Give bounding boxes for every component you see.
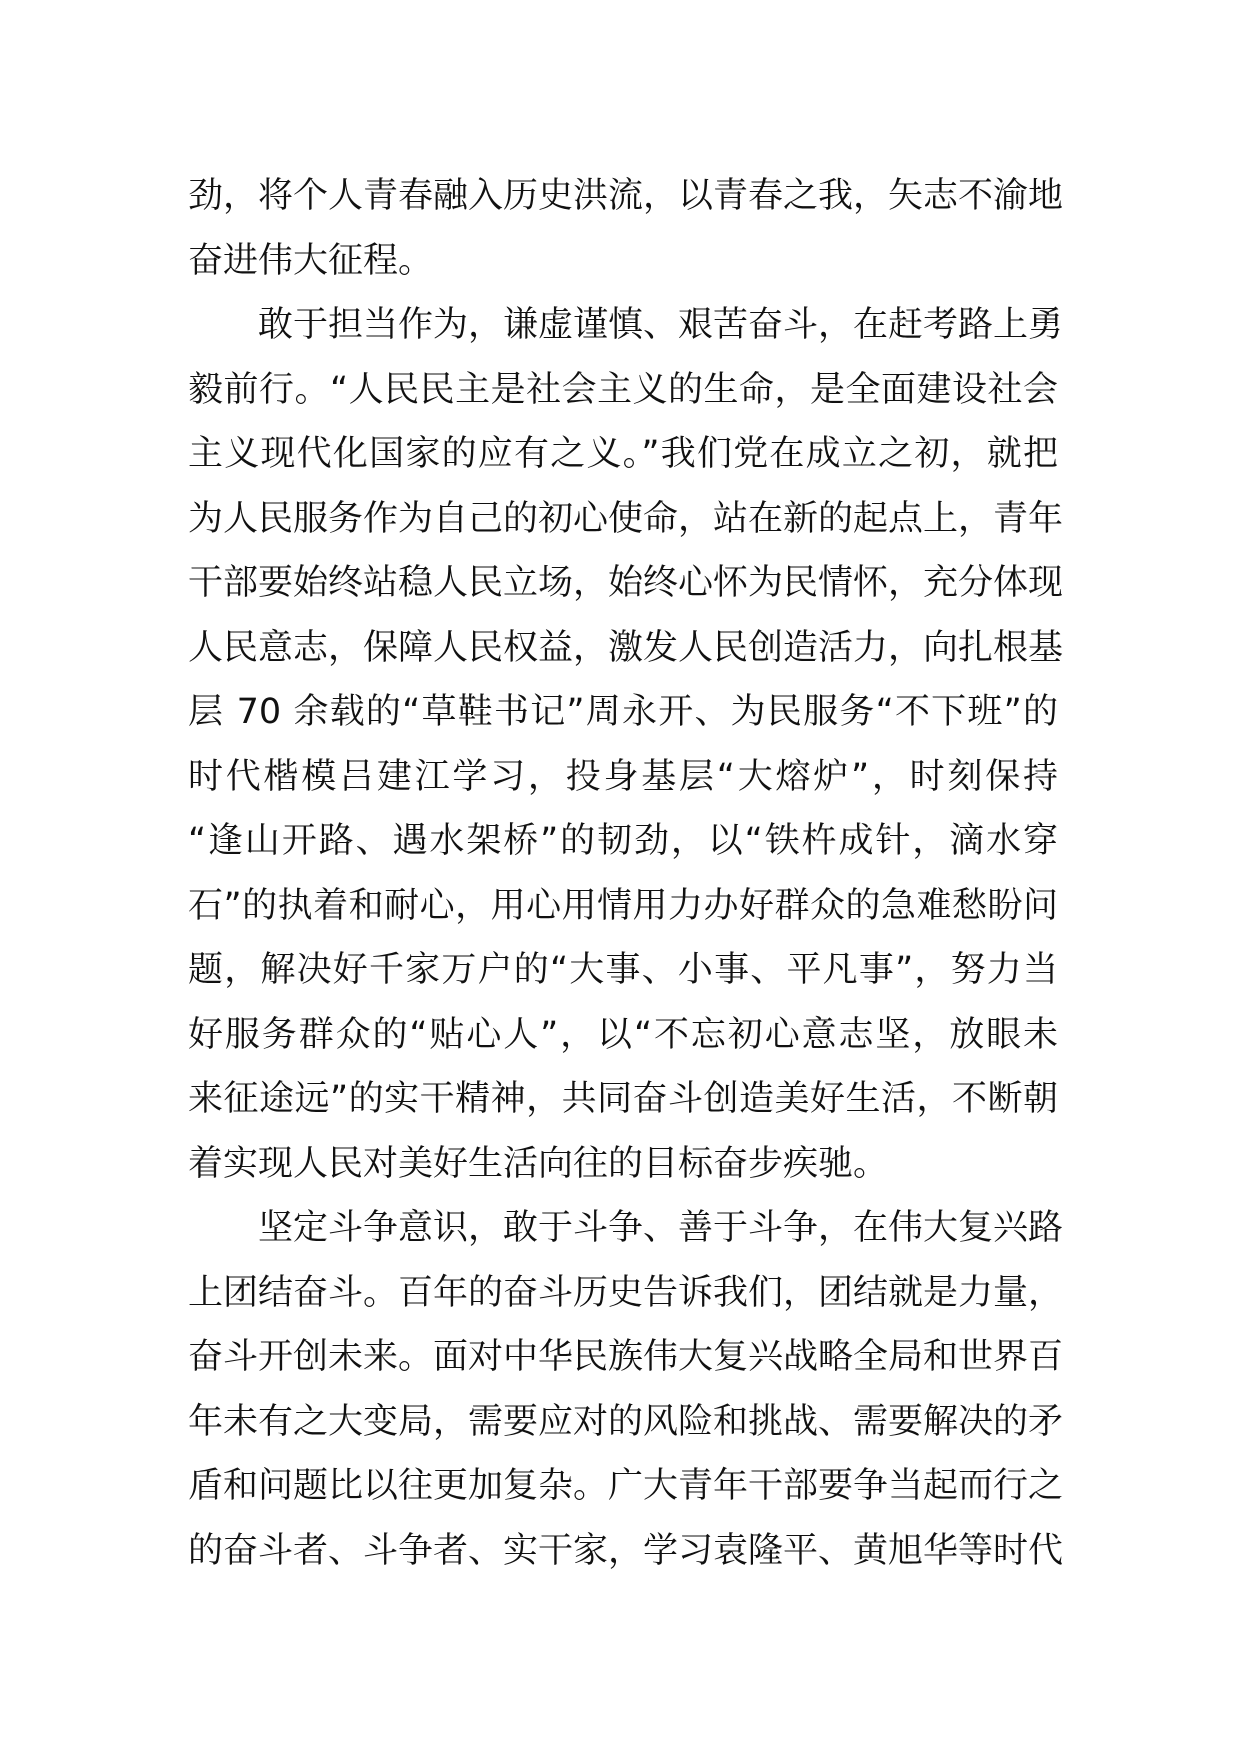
text-line: 好服务群众的“贴心人”，以“不忘初心意志坚，放眼未 <box>188 1014 1058 1055</box>
text-line: 层 70 余载的“草鞋书记”周永开、为民服务“不下班”的 <box>188 692 1058 732</box>
text-line: 的奋斗者、斗争者、实干家，学习袁隆平、黄旭华等时代 <box>188 1530 1064 1571</box>
text-line: 年未有之大变局，需要应对的风险和挑战、需要解决的矛 <box>188 1401 1064 1442</box>
text-line: 主义现代化国家的应有之义。”我们党在成立之初，就把 <box>188 434 1058 474</box>
text-line: 干部要始终站稳人民立场，始终心怀为民情怀，充分体现 <box>188 563 1064 603</box>
text-line: 人民意志，保障人民权益，激发人民创造活力，向扎根基 <box>188 627 1064 668</box>
text-line: 上团结奋斗。百年的奋斗历史告诉我们，团结就是力量， <box>188 1272 1064 1313</box>
paragraph-start-line: 敢于担当作为，谦虚谨慎、艰苦奋斗，在赶考路上勇 <box>258 305 1064 345</box>
text-line: 劲，将个人青春融入历史洪流，以青春之我，矢志不渝地 <box>188 176 1064 216</box>
text-line: 时代楷模吕建江学习，投身基层“大熔炉”，时刻保持 <box>188 756 1058 797</box>
text-line: 奋进伟大征程。 <box>188 240 434 281</box>
text-line: 题，解决好千家万户的“大事、小事、平凡事”，努力当 <box>188 950 1058 990</box>
text-line: 毅前行。“人民民主是社会主义的生命，是全面建设社会 <box>188 369 1058 410</box>
paragraph-start-line: 坚定斗争意识，敢于斗争、善于斗争，在伟大复兴路 <box>258 1208 1064 1248</box>
text-line: 着实现人民对美好生活向往的目标奋步疾驰。 <box>188 1143 889 1184</box>
text-line: 奋斗开创未来。面对中华民族伟大复兴战略全局和世界百 <box>188 1337 1064 1377</box>
text-line: 盾和问题比以往更加复杂。广大青年干部要争当起而行之 <box>188 1466 1064 1506</box>
text-line: “逢山开路、遇水架桥”的韧劲，以“铁杵成针，滴水穿 <box>188 821 1058 861</box>
text-line: 石”的执着和耐心，用心用情用力办好群众的急难愁盼问 <box>188 885 1058 926</box>
body-text <box>188 164 1064 1583</box>
text-line: 为人民服务作为自己的初心使命，站在新的起点上，青年 <box>188 498 1064 539</box>
text-line: 来征途远”的实干精神，共同奋斗创造美好生活，不断朝 <box>188 1079 1058 1119</box>
